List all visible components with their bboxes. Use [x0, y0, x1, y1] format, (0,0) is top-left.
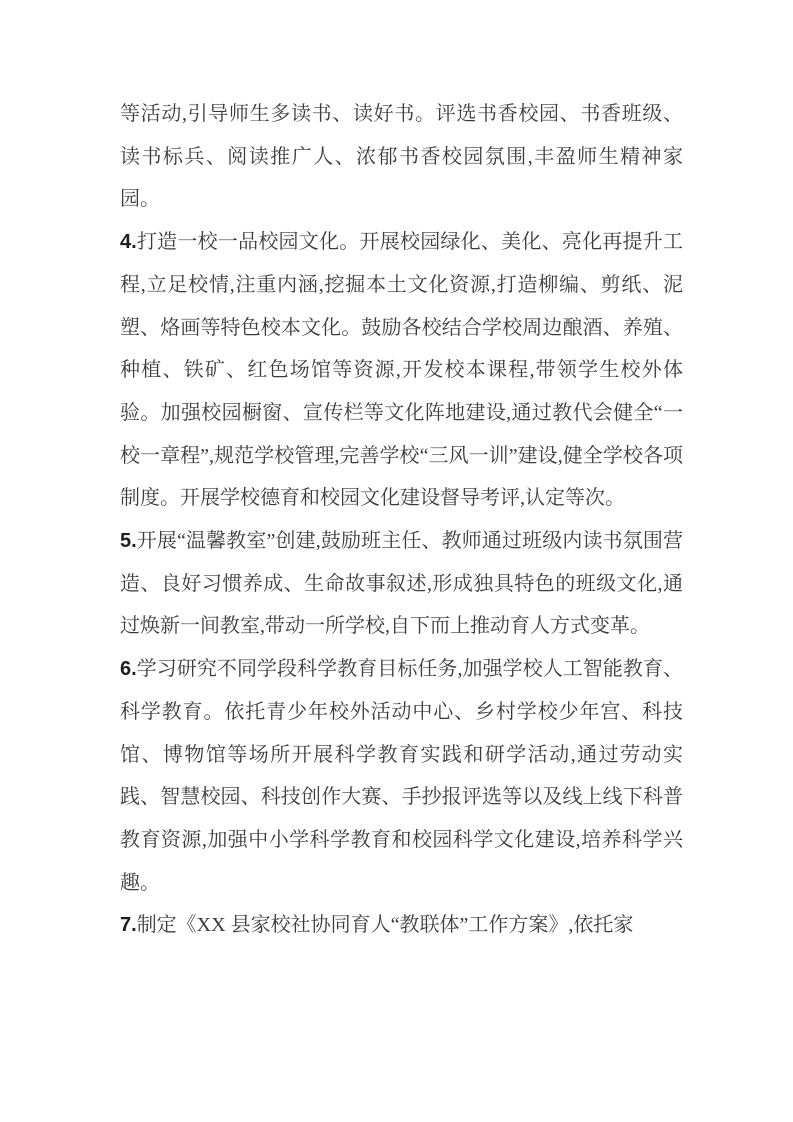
- paragraph-continuation: [120, 93, 683, 221]
- paragraph-item-6: [120, 648, 683, 904]
- paragraph-text: 学习研究不同学段科学教育目标任务,加强学校人工智能教育、科学教育。依托青少年校外活动中心、乡村学校少年宫、科技馆、博物馆等场所开展科学教育实践和研学活动,通过劳动实践、智慧校园、科技创作大赛、手抄报评选等以及线上线下科普教育资源,加强中小学科学教育和校园科学文化建设,培养科学兴趣。: [120, 658, 683, 894]
- document-body: [120, 93, 683, 947]
- paragraph-number: 6.: [120, 658, 137, 681]
- paragraph-item-4: [120, 221, 683, 520]
- paragraph-number: 7.: [120, 914, 137, 937]
- paragraph-text: 制定《XX 县家校社协同育人“教联体”工作方案》,依托家: [136, 914, 634, 937]
- paragraph-item-7: [120, 904, 683, 947]
- paragraph-number: 4.: [120, 231, 137, 254]
- paragraph-item-5: [120, 520, 683, 648]
- paragraph-text: 开展“温馨教室”创建,鼓励班主任、教师通过班级内读书氛围营造、良好习惯养成、生命故事叙述,形成独具特色的班级文化,通过焕新一间教室,带动一所学校,自下而上推动育人方式变革。: [120, 530, 683, 638]
- paragraph-text: 等活动,引导师生多读书、读好书。评选书香校园、书香班级、读书标兵、阅读推广人、浓郁书香校园氛围,丰盈师生精神家园。: [120, 103, 683, 211]
- paragraph-number: 5.: [120, 530, 137, 553]
- paragraph-text: 打造一校一品校园文化。开展校园绿化、美化、亮化再提升工程,立足校情,注重内涵,挖掘本土文化资源,打造柳编、剪纸、泥塑、烙画等特色校本文化。鼓励各校结合学校周边酿酒、养殖、种植、铁矿、红色场馆等资源,开发校本课程,带领学生校外体验。加强校园橱窗、宣传栏等文化阵地建设,通过教代会健全“一校一章程”,规范学校管理,完善学校“三风一训”建设,健全学校各项制度。开展学校德育和校园文化建设督导考评,认定等次。: [120, 231, 683, 510]
